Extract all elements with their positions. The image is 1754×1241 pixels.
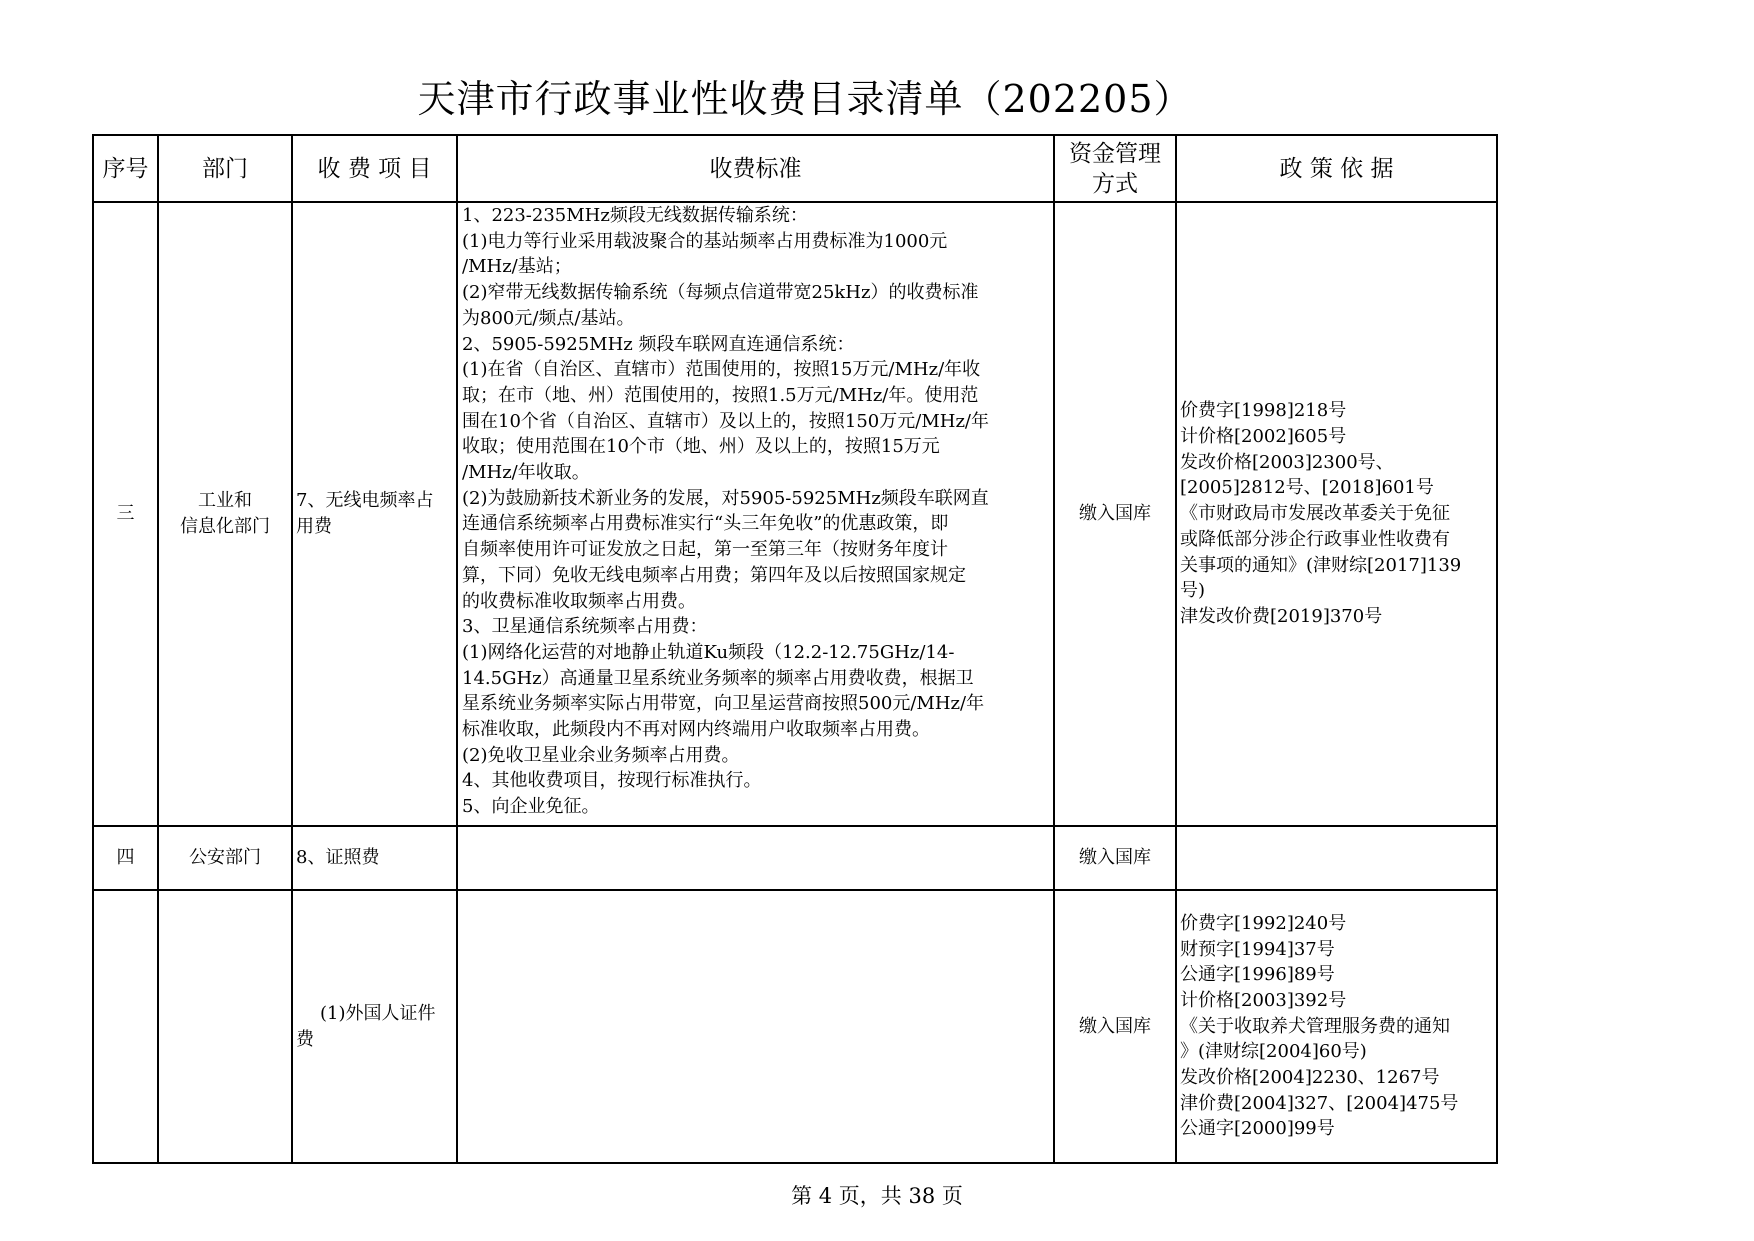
standard-line: 2、5905-5925MHz 频段车联网直连通信系统： (462, 333, 855, 355)
header-dept: 部门 (158, 135, 292, 202)
policy-line: 财预字[1994]37号 (1180, 938, 1335, 960)
standard-line: /MHz/基站； (462, 256, 572, 278)
policy-line: 价费字[1992]240号 (1180, 912, 1347, 934)
standard-line: 算，下同）免收无线电频率占用费；第四年及以后按照国家规定 (462, 564, 966, 586)
header-policy: 政 策 依 据 (1176, 135, 1497, 202)
row1-dept (158, 202, 292, 826)
row1-item (292, 202, 457, 826)
standard-line: (1)电力等行业采用载波聚合的基站频率占用费标准为1000元 (462, 230, 948, 252)
row3-fund: 缴入国库 (1054, 890, 1176, 1163)
table-row (93, 202, 1497, 826)
row2-item: 8、证照费 (292, 826, 457, 890)
standard-line: 取；在市（地、州）范围使用的，按照1.5万元/MHz/年。使用范 (462, 384, 979, 406)
policy-line: 发改价格[2004]2230、1267号 (1180, 1067, 1440, 1089)
row1-seq: 三 (93, 202, 158, 826)
row3-item (292, 890, 457, 1163)
header-fund (1054, 135, 1176, 202)
row1-standard (457, 202, 1054, 826)
standard-line: 1、223-235MHz频段无线数据传输系统： (462, 205, 808, 226)
policy-line: 发改价格[2003]2300号、 (1180, 451, 1394, 473)
row3-dept (158, 890, 292, 1163)
row2-seq: 四 (93, 826, 158, 890)
standard-line: (2)窄带无线数据传输系统（每频点信道带宽25kHz）的收费标准 (462, 282, 979, 304)
row2-fund: 缴入国库 (1054, 826, 1176, 890)
standard-line: (1)网络化运营的对地静止轨道Ku频段（12.2-12.75GHz/14- (462, 641, 955, 663)
policy-line: 公通字[1996]89号 (1180, 964, 1335, 986)
policy-line: 计价格[2002]605号 (1180, 426, 1347, 448)
standard-line: 为800元/频点/基站。 (462, 307, 635, 329)
standard-line: (2)免收卫星业余业务频率占用费。 (462, 744, 740, 766)
row3-item-line1: (1)外国人证件 (320, 1002, 436, 1024)
standard-line: /MHz/年收取。 (462, 462, 590, 484)
standard-line: 14.5GHz）高通量卫星系统业务频率的频率占用费收费，根据卫 (462, 667, 974, 689)
row1-policy (1176, 202, 1497, 826)
row1-dept-line1: 工业和 (198, 490, 252, 512)
policy-line: 或降低部分涉企行政事业性收费有 (1180, 528, 1450, 550)
row2-policy (1176, 826, 1497, 890)
row2-standard (457, 826, 1054, 890)
policy-line: 关事项的通知》(津财综[2017]139 (1180, 554, 1462, 576)
policy-line: 》(津财综[2004]60号) (1180, 1041, 1367, 1063)
policy-line: 计价格[2003]392号 (1180, 989, 1347, 1011)
row1-item-line1: 7、无线电频率占 (296, 490, 434, 512)
policy-line: [2005]2812号、[2018]601号 (1180, 477, 1434, 499)
standard-line: 4、其他收费项目，按现行标准执行。 (462, 770, 762, 792)
policy-line: 津价费[2004]327、[2004]475号 (1180, 1092, 1459, 1114)
policy-line: 号) (1180, 580, 1206, 602)
row1-fund: 缴入国库 (1054, 202, 1176, 826)
fee-table (92, 134, 1498, 1164)
page-number: 第 4 页，共 38 页 (791, 1184, 963, 1208)
policy-line: 价费字[1998]218号 (1180, 400, 1347, 422)
header-fund-line1: 资金管理 (1069, 140, 1161, 167)
header-fund-line2: 方式 (1092, 170, 1138, 197)
header-seq: 序号 (93, 135, 158, 202)
policy-text (1180, 398, 1493, 629)
standard-line: 的收费标准收取频率占用费。 (462, 590, 696, 612)
standard-text (462, 203, 1049, 820)
policy-line: 津发改价费[2019]370号 (1180, 605, 1383, 627)
header-standard: 收费标准 (457, 135, 1054, 202)
standard-line: 连通信系统频率占用费标准实行“头三年免收”的优惠政策，即 (462, 513, 949, 535)
policy-line: 《市财政局市发展改革委关于免征 (1180, 503, 1450, 525)
row3-item-line2: 费 (296, 1028, 314, 1050)
row1-item-line2: 用费 (296, 516, 332, 537)
standard-line: 自频率使用许可证发放之日起，第一至第三年（按财务年度计 (462, 539, 948, 561)
standard-line: 星系统业务频率实际占用带宽，向卫星运营商按照500元/MHz/年 (462, 693, 985, 715)
row2-dept: 公安部门 (158, 826, 292, 890)
row3-standard (457, 890, 1054, 1163)
policy-line: 《关于收取养犬管理服务费的通知 (1180, 1015, 1450, 1037)
standard-line: (2)为鼓励新技术新业务的发展，对5905-5925MHz频段车联网直 (462, 487, 989, 509)
row3-seq (93, 890, 158, 1163)
table-row (93, 826, 1497, 890)
standard-line: 3、卫星通信系统频率占用费： (462, 616, 708, 638)
header-row (93, 135, 1497, 202)
page-title: 天津市行政事业性收费目录清单（202205） (417, 77, 1193, 121)
row3-policy (1176, 890, 1497, 1163)
standard-line: 围在10个省（自治区、直辖市）及以上的，按照150万元/MHz/年 (462, 410, 989, 432)
standard-line: 收取；使用范围在10个市（地、州）及以上的，按照15万元 (462, 436, 940, 458)
header-item: 收 费 项 目 (292, 135, 457, 202)
standard-line: 标准收取，此频段内不再对网内终端用户收取频率占用费。 (462, 719, 930, 741)
policy-line: 公通字[2000]99号 (1180, 1118, 1335, 1140)
table-row (93, 890, 1497, 1163)
row1-dept-line2: 信息化部门 (180, 516, 270, 537)
standard-line: (1)在省（自治区、直辖市）范围使用的，按照15万元/MHz/年收 (462, 359, 981, 381)
standard-line: 5、向企业免征。 (462, 796, 600, 818)
policy-text (1180, 911, 1493, 1142)
